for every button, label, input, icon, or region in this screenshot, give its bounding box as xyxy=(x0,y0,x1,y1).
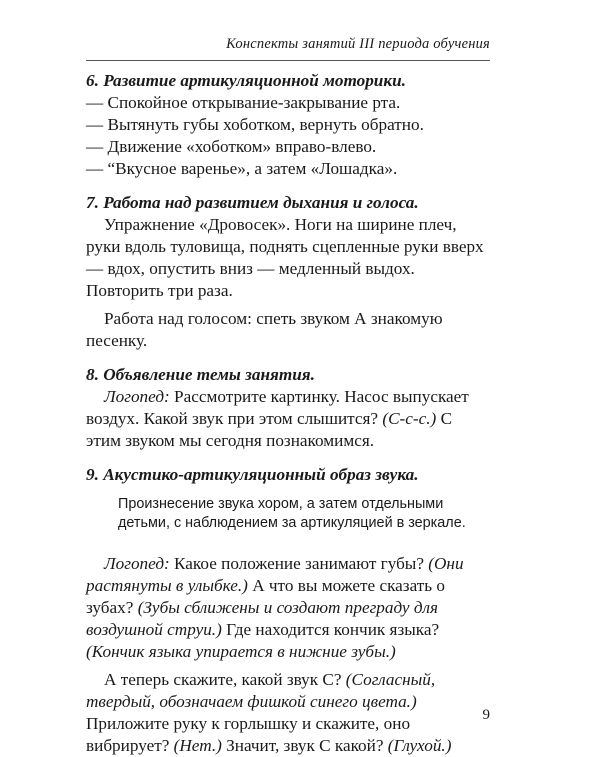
answer-text: (Согласный, твердый, обозначаем фишкой синего цвета.) xyxy=(86,670,436,711)
answer-text: (Они растянуты в улыбке.) xyxy=(86,554,464,595)
dialogue-text: А что вы можете сказать о зубах? xyxy=(86,576,446,617)
list-item: — Движение «хоботком» вправо-влево. xyxy=(86,137,377,156)
section-8-paragraph xyxy=(86,386,490,452)
section-7-paragraph-1: Упражнение «Дровосек». Ноги на ширине плеч, руки вдоль туловища, поднять сцепленные руки вверх — вдох, опустить вниз — медленный выдох. Повторить три раза. xyxy=(86,215,484,300)
answer-text: (Кончик языка упирается в нижние зубы.) xyxy=(86,642,396,661)
dialogue-text: Какое положение занимают губы? xyxy=(169,554,429,573)
answer-text: (С-с-с.) xyxy=(382,409,437,428)
list-item: — Спокойное открывание-закрывание рта. xyxy=(86,93,401,112)
section-8 xyxy=(86,364,490,452)
section-6 xyxy=(86,70,490,180)
section-9-paragraph-1 xyxy=(86,553,490,663)
dialogue-text: Значит, звук С какой? xyxy=(221,736,388,755)
page-content xyxy=(86,64,490,757)
section-9 xyxy=(86,464,490,757)
dialogue-text: Где находится кончик языка? xyxy=(221,620,440,639)
dialogue-text: С этим звуком мы сегодня познакомимся. xyxy=(86,409,453,450)
section-7-title: 7. Работа над развитием дыхания и голоса. xyxy=(86,193,419,212)
section-7 xyxy=(86,192,490,352)
page-number: 9 xyxy=(482,707,490,723)
speaker-label: Логопед: xyxy=(104,554,170,573)
dialogue-text: Рассмотрите картинку. Насос выпускает воздух. Какой звук при этом слышится? xyxy=(86,387,469,428)
running-header: Конспекты занятий III периода обучения xyxy=(226,36,490,52)
answer-text: (Нет.) xyxy=(173,736,222,755)
section-8-title: 8. Объявление темы занятия. xyxy=(86,365,315,384)
answer-text: (Глухой.) xyxy=(387,736,452,755)
answer-text: (Зубы сближены и создают преграду для воздушной струи.) xyxy=(86,598,439,639)
section-6-title: 6. Развитие артикуляционной моторики. xyxy=(86,71,406,90)
list-item: — Вытянуть губы хоботком, вернуть обратно. xyxy=(86,115,424,134)
section-7-paragraph-2: Работа над голосом: спеть звуком А знакомую песенку. xyxy=(86,309,443,350)
header-rule xyxy=(86,60,490,61)
dialogue-text: А теперь скажите, какой звук С? xyxy=(104,670,346,689)
dialogue-text: Приложите руку к горлышку и скажите, оно вибрирует? xyxy=(86,714,411,755)
section-9-title: 9. Акустико-артикуляционный образ звука. xyxy=(86,465,419,484)
section-9-paragraph-2 xyxy=(86,669,490,757)
list-item: — “Вкусное варенье», а затем «Лошадка». xyxy=(86,159,398,178)
method-note: Произнесение звука хором, а затем отдельными детьми, с наблюдением за артикуляцией в зеркале. xyxy=(118,496,466,531)
speaker-label: Логопед: xyxy=(104,387,170,406)
